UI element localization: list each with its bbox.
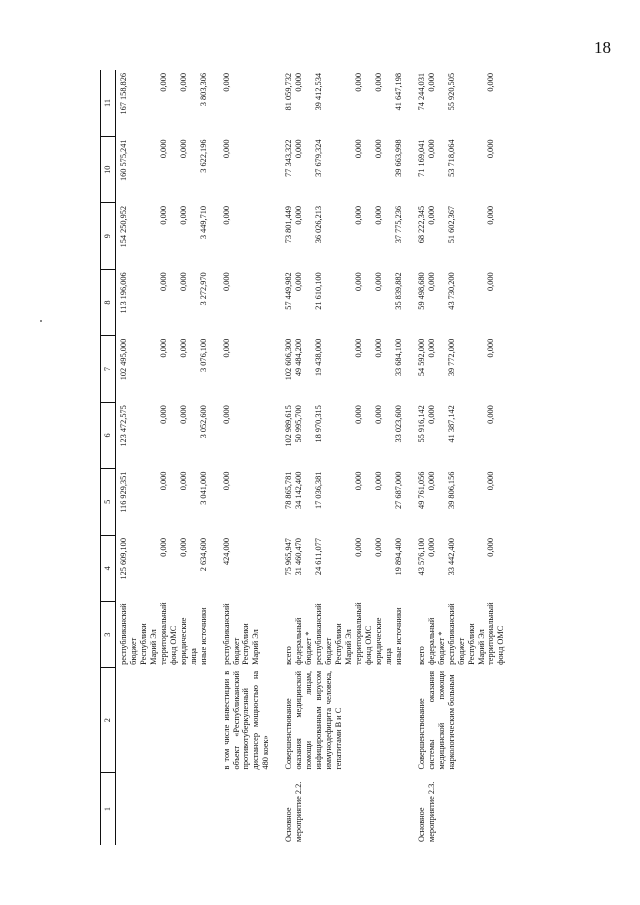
- amount-cell: 24 611,077: [314, 538, 324, 576]
- amount-cell: 0,000: [354, 405, 364, 424]
- amount-cell: 424,000: [221, 538, 231, 565]
- amount-cell: 0,000: [373, 205, 383, 225]
- funding-source-cell: федеральный бюджет *: [426, 617, 446, 665]
- amount-cell: 0,000: [178, 405, 188, 424]
- amount-cell: 33 023,600: [393, 405, 403, 443]
- amount-cell: 0,000: [221, 205, 231, 225]
- amount-cell: 53 718,064: [446, 139, 456, 177]
- amount-cell: 39 412,534: [314, 73, 324, 111]
- amount-cell: 0,000: [354, 338, 364, 358]
- table-row: [414, 70, 427, 845]
- amount-cell: 77 343,322: [284, 139, 294, 177]
- amount-cell: 73 801,449: [284, 205, 294, 244]
- funding-source-cell: федеральный бюджет *: [294, 617, 314, 665]
- amount-cell: 50 995,700: [294, 405, 304, 443]
- amount-cell: 37 679,324: [314, 139, 324, 177]
- amount-cell: 0,000: [373, 272, 383, 292]
- amount-cell: 0,000: [158, 471, 168, 491]
- activity-cell: Основное мероприятие 2.2.: [284, 781, 304, 842]
- amount-cell: 0,000: [158, 272, 168, 292]
- amount-cell: 0,000: [354, 139, 364, 159]
- amount-cell: 0,000: [426, 272, 436, 292]
- amount-cell: 0,000: [426, 73, 436, 92]
- amount-cell: 41 647,198: [393, 73, 403, 111]
- amount-cell: 125 609,100: [119, 538, 128, 580]
- amount-cell: 3 803,306: [198, 73, 208, 107]
- amount-cell: 0,000: [294, 73, 304, 92]
- amount-cell: 0,000: [221, 272, 231, 292]
- amount-cell: 0,000: [426, 405, 436, 424]
- amount-cell: 113 196,006: [119, 272, 128, 314]
- activity-cell: [116, 773, 209, 845]
- column-number: 9: [101, 203, 116, 269]
- funding-source-cell: всего: [416, 646, 426, 665]
- amount-cell: 21 610,100: [314, 272, 324, 310]
- page-number: 18: [594, 38, 611, 57]
- amount-cell: 3 449,710: [198, 205, 208, 240]
- funding-source-cell: юридические лица: [373, 617, 393, 665]
- amount-cell: 0,000: [158, 338, 168, 358]
- amount-cell: 0,000: [354, 272, 364, 292]
- group-spacer: [209, 70, 219, 845]
- amount-cell: 0,000: [373, 405, 383, 424]
- description-cell: в том числе инвестиции в объект «Республиканский противотуберкулезный диспансер мощностью на 480 коек»: [221, 670, 271, 770]
- amount-cell: 51 602,367: [446, 205, 456, 244]
- amount-cell: 74 244,031: [416, 73, 426, 111]
- funding-source-cell: юридические лица: [178, 617, 198, 665]
- group-spacer: [404, 70, 414, 845]
- group-spacer: [271, 70, 281, 845]
- amount-cell: 0,000: [158, 205, 168, 225]
- amount-cell: 19 438,000: [314, 338, 324, 377]
- amount-cell: 27 687,000: [393, 471, 403, 509]
- amount-cell: 102 606,300: [284, 338, 294, 381]
- rotated-page-content: [100, 70, 610, 845]
- amount-cell: 34 142,400: [294, 471, 304, 509]
- amount-cell: 0,000: [373, 471, 383, 491]
- amount-cell: 71 169,041: [416, 139, 426, 177]
- amount-cell: 0,000: [354, 73, 364, 92]
- table-row: [281, 70, 294, 845]
- amount-cell: 2 634,600: [198, 538, 208, 572]
- amount-cell: 0,000: [178, 205, 188, 225]
- amount-cell: 3 622,196: [198, 139, 208, 173]
- column-number: 2: [101, 668, 116, 773]
- amount-cell: 0,000: [486, 139, 496, 159]
- amount-cell: 0,000: [294, 272, 304, 292]
- amount-cell: 3 076,100: [198, 338, 208, 372]
- description-cell: [116, 668, 209, 773]
- amount-cell: 0,000: [178, 538, 188, 557]
- amount-cell: 75 965,947: [284, 538, 294, 576]
- amount-cell: 0,000: [486, 338, 496, 358]
- amount-cell: 0,000: [178, 272, 188, 292]
- amount-cell: 43 576,100: [416, 538, 426, 576]
- amount-cell: 31 460,470: [294, 538, 304, 576]
- amount-cell: 36 026,213: [314, 205, 324, 244]
- amount-cell: 123 472,575: [119, 405, 128, 447]
- table-row: [116, 70, 159, 845]
- description-cell: Совершенствование оказания медицинской помощи лицам, инфицированным вирусом иммунодефицита человека, гепатитами B и C: [284, 670, 344, 770]
- funding-source-cell: всего: [284, 646, 294, 665]
- column-number: 5: [101, 469, 116, 535]
- amount-cell: 41 387,142: [446, 405, 456, 443]
- funding-source-cell: территориальный фонд ОМС: [354, 602, 373, 665]
- amount-cell: 33 442,400: [446, 538, 456, 576]
- amount-cell: 0,000: [294, 205, 304, 225]
- amount-cell: 0,000: [221, 338, 231, 358]
- amount-cell: 0,000: [486, 405, 496, 424]
- activity-cell: Основное мероприятие 2.3.: [416, 781, 436, 842]
- amount-cell: 0,000: [178, 471, 188, 491]
- amount-cell: 18 970,315: [314, 405, 324, 443]
- amount-cell: 0,000: [221, 73, 231, 92]
- column-number: 6: [101, 402, 116, 468]
- amount-cell: 0,000: [426, 139, 436, 159]
- funding-source-cell: республиканский бюджет Республики Марий Эл: [119, 603, 158, 665]
- amount-cell: 68 222,345: [416, 205, 426, 244]
- amount-cell: 0,000: [178, 338, 188, 358]
- amount-cell: 154 250,952: [119, 205, 128, 248]
- amount-cell: 116 929,351: [119, 471, 128, 513]
- funding-source-cell: республиканский бюджет Республики Марий Эл: [221, 603, 261, 665]
- amount-cell: 0,000: [354, 205, 364, 225]
- spacer-cell: [404, 70, 414, 845]
- amount-cell: 160 575,241: [119, 139, 128, 181]
- amount-cell: 0,000: [486, 538, 496, 557]
- spacer-cell: [271, 70, 281, 845]
- amount-cell: 19 894,400: [393, 538, 403, 576]
- column-number-row: [101, 70, 116, 845]
- amount-cell: 33 684,100: [393, 338, 403, 377]
- amount-cell: 39 806,156: [446, 471, 456, 509]
- amount-cell: 39 772,000: [446, 338, 456, 377]
- amount-cell: 0,000: [354, 471, 364, 491]
- spacer-cell: [209, 70, 219, 845]
- amount-cell: 35 839,882: [393, 272, 403, 310]
- amount-cell: 0,000: [158, 139, 168, 159]
- amount-cell: 0,000: [486, 471, 496, 491]
- column-number: 3: [101, 601, 116, 667]
- amount-cell: 0,000: [294, 139, 304, 159]
- funding-source-cell: республиканский бюджет Республики Марий Эл: [314, 603, 354, 665]
- amount-cell: 0,000: [426, 471, 436, 491]
- scan-speck: [40, 320, 42, 322]
- column-number: 1: [101, 773, 116, 845]
- amount-cell: 102 989,615: [284, 405, 294, 447]
- amount-cell: 167 158,826: [119, 73, 128, 115]
- amount-cell: 55 916,142: [416, 405, 426, 443]
- amount-cell: 55 920,505: [446, 73, 456, 111]
- amount-cell: 0,000: [426, 338, 436, 358]
- amount-cell: 0,000: [221, 471, 231, 491]
- funding-source-cell: иные источники: [393, 607, 403, 665]
- amount-cell: 49 761,056: [416, 471, 426, 509]
- amount-cell: 43 730,200: [446, 272, 456, 310]
- funding-source-cell: иные источники: [198, 607, 208, 665]
- amount-cell: 0,000: [158, 73, 168, 92]
- column-number: 4: [101, 535, 116, 601]
- column-number: 11: [101, 70, 116, 137]
- amount-cell: 0,000: [373, 139, 383, 159]
- amount-cell: 0,000: [426, 205, 436, 225]
- amount-cell: 0,000: [486, 205, 496, 225]
- amount-cell: 57 449,982: [284, 272, 294, 310]
- funding-table: [100, 70, 506, 845]
- amount-cell: 0,000: [221, 405, 231, 424]
- amount-cell: 17 036,381: [314, 471, 324, 509]
- amount-cell: 0,000: [354, 538, 364, 557]
- amount-cell: 0,000: [486, 272, 496, 292]
- amount-cell: 0,000: [221, 139, 231, 159]
- funding-source-cell: республиканский бюджет Республики Марий Эл: [446, 603, 486, 665]
- activity-cell: [219, 773, 272, 845]
- funding-source-cell: территориальный фонд ОМС: [158, 602, 178, 665]
- funding-source-cell: территориальный фонд ОМС: [486, 602, 506, 665]
- amount-cell: 0,000: [373, 538, 383, 557]
- amount-cell: 81 059,732: [284, 73, 294, 111]
- column-number: 10: [101, 137, 116, 203]
- amount-cell: 39 663,998: [393, 139, 403, 177]
- amount-cell: 59 498,680: [416, 272, 426, 310]
- amount-cell: 0,000: [426, 538, 436, 557]
- amount-cell: 0,000: [373, 338, 383, 358]
- description-cell: Совершенствование системы оказания медицинской помощи наркологическим больным: [416, 670, 456, 770]
- amount-cell: 3 041,000: [198, 471, 208, 505]
- column-number: 8: [101, 269, 116, 335]
- table-row: [219, 70, 272, 845]
- amount-cell: 0,000: [178, 139, 188, 159]
- amount-cell: 0,000: [486, 73, 496, 92]
- column-number: 7: [101, 336, 116, 402]
- amount-cell: 0,000: [373, 73, 383, 92]
- amount-cell: 0,000: [178, 73, 188, 92]
- amount-cell: 3 052,600: [198, 405, 208, 439]
- amount-cell: 0,000: [158, 538, 168, 557]
- amount-cell: 49 484,200: [294, 338, 304, 377]
- amount-cell: 78 865,781: [284, 471, 294, 509]
- amount-cell: 37 775,236: [393, 205, 403, 244]
- amount-cell: 0,000: [158, 405, 168, 424]
- amount-cell: 102 495,000: [119, 338, 128, 381]
- amount-cell: 54 592,000: [416, 338, 426, 377]
- amount-cell: 3 272,970: [198, 272, 208, 306]
